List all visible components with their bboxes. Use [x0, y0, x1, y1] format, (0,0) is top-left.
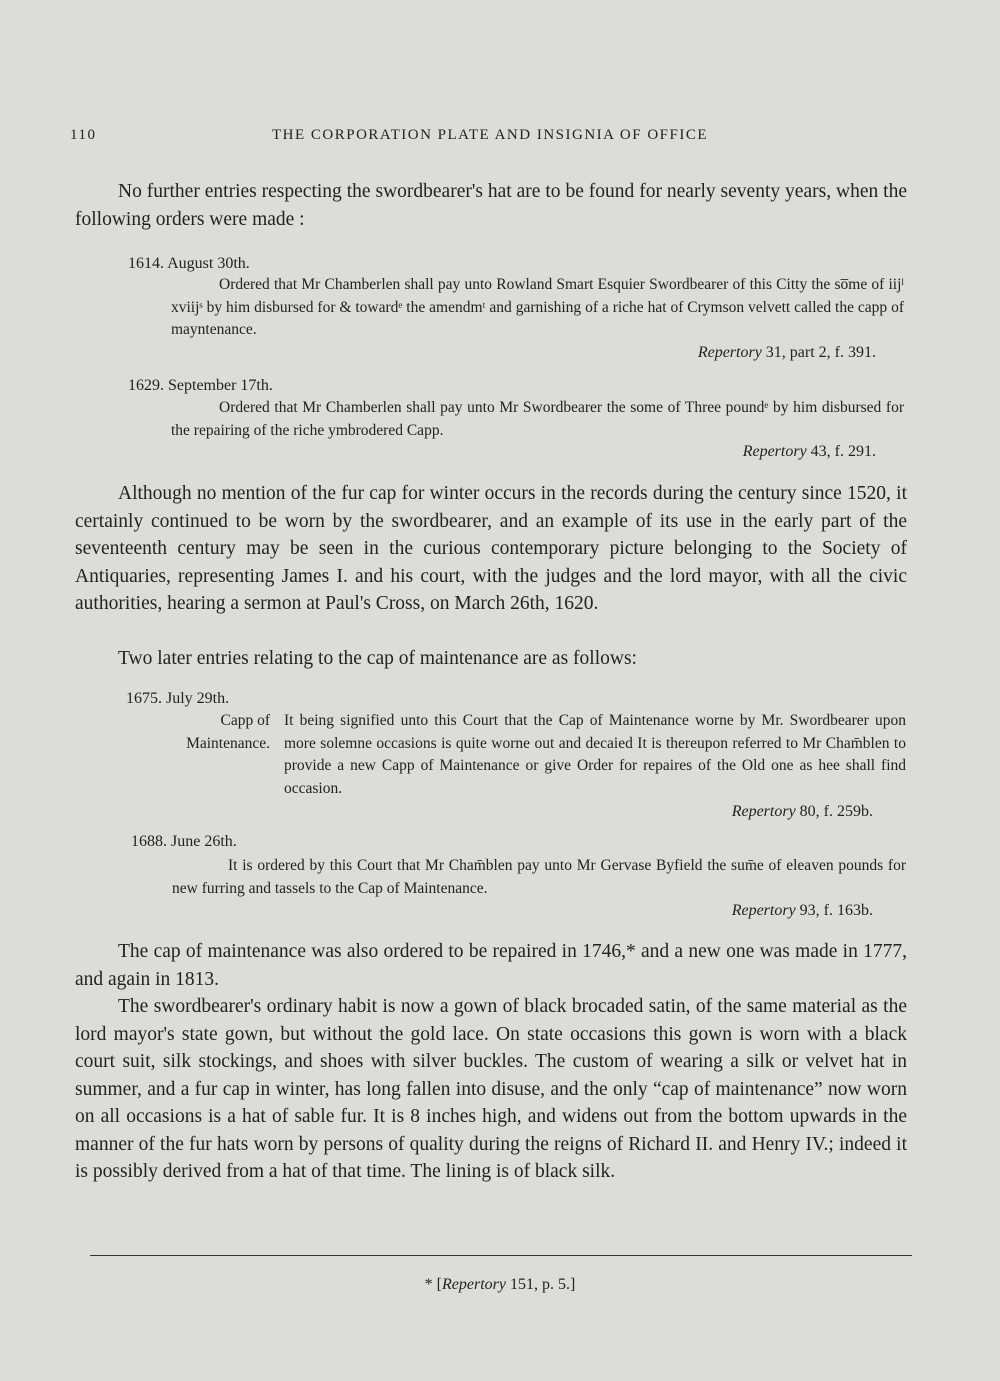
entry-1614-text: Ordered that Mr Chamberlen shall pay unto Rowland Smart Esquier Swordbearer of this Citty the so̅me of iijˡ xviijˢ by him disbursed for & towardᵉ the amendmᵗ and garnishing of a riche hat of Crymson velvett called the capp of mayntenance.: [171, 276, 904, 338]
footnote-location: 151, p. 5.]: [509, 1276, 576, 1293]
entry-1629-date: 1629. September 17th.: [128, 377, 273, 394]
entry-1688-text: It is ordered by this Court that Mr Cham̄blen pay unto Mr Gervase Byfield the sum̄e of eleaven pounds for new furring and tassels to the Cap of Maintenance.: [172, 857, 906, 897]
entry-1688-date: 1688. June 26th.: [131, 833, 237, 850]
footnote-rule: [90, 1255, 912, 1256]
paragraph-5: The swordbearer's ordinary habit is now a gown of black brocaded satin, of the same material as the lord mayor's state gown, but without the gold lace. On state occasions this gown is worn with a black court suit, silk stockings, and shoes with silver buckles. The custom of wearing a silk or velvet hat in summer, and a fur cap in winter, has long fallen into disuse, and the only “cap of maintenance” now worn on all occasions is a hat of sable fur. It is 8 inches high, and widens out from the bottom upwards in the manner of the fur hats worn by persons of quality during the reigns of Richard II. and Henry IV.; indeed it is possibly derived from a hat of that time. The lining is of black silk.: [75, 996, 907, 1182]
footnote: [0, 1276, 1000, 1294]
ref-location: 80, f. 259b.: [799, 803, 873, 820]
paragraph-3: Two later entries relating to the cap of maintenance are as follows:: [118, 648, 637, 669]
marginal-note-line-2: Maintenance.: [186, 734, 270, 752]
ref-location: 93, f. 163b.: [799, 902, 873, 919]
entry-1614-reference: [698, 344, 876, 362]
footnote-work: Repertory: [442, 1276, 506, 1293]
running-head: [70, 127, 910, 149]
entry-1675-marginal-note: [150, 710, 270, 755]
ref-work: Repertory: [742, 443, 807, 460]
running-title: THE CORPORATION PLATE AND INSIGNIA OF OFFICE: [271, 127, 709, 143]
entry-1675-reference: [732, 803, 873, 821]
paragraph-2: Although no mention of the fur cap for winter occurs in the records during the century since 1520, it certainly continued to be worn by the swordbearer, and an example of its use in the early part of the seventeenth century may be seen in the curious contemporary picture belonging to the Society of Antiquaries, representing James I. and his court, with the judges and the lord mayor, with all the civic authorities, hearing a sermon at Paul's Cross, on March 26th, 1620.: [75, 483, 907, 614]
paragraph-1: No further entries respecting the swordbearer's hat are to be found for nearly seventy years, when the following orders were made :: [75, 181, 907, 230]
page-number: 110: [70, 127, 97, 143]
entry-1688-reference: [732, 902, 873, 920]
footnote-mark: * [: [424, 1276, 442, 1293]
ref-location: 43, f. 291.: [810, 443, 876, 460]
entry-1629-reference: [743, 443, 876, 461]
ref-work: Repertory: [731, 803, 796, 820]
ref-location: 31, part 2, f. 391.: [765, 344, 876, 361]
entry-1675-text: It being signified unto this Court that the Cap of Maintenance worne by Mr. Swordbearer upon more solemne occasions is quite worne out and decaied It is thereupon referred to Mr Cham̄blen to provide a new Capp of Maintenance or give Order for repaires of the Old one as hee shall find occasion.: [284, 712, 906, 797]
ref-work: Repertory: [697, 344, 762, 361]
entry-1614-date: 1614. August 30th.: [128, 255, 250, 272]
entry-1675-date: 1675. July 29th.: [126, 690, 230, 707]
marginal-note-line-1: Capp of: [220, 712, 270, 729]
paragraph-4: The cap of maintenance was also ordered to be repaired in 1746,* and a new one was made in 1777, and again in 1813.: [75, 941, 907, 990]
entry-1629-text: Ordered that Mr Chamberlen shall pay unto Mr Swordbearer the some of Three poundᵉ by him disbursed for the repairing of the riche ymbrodered Capp.: [171, 399, 904, 439]
ref-work: Repertory: [731, 902, 796, 919]
